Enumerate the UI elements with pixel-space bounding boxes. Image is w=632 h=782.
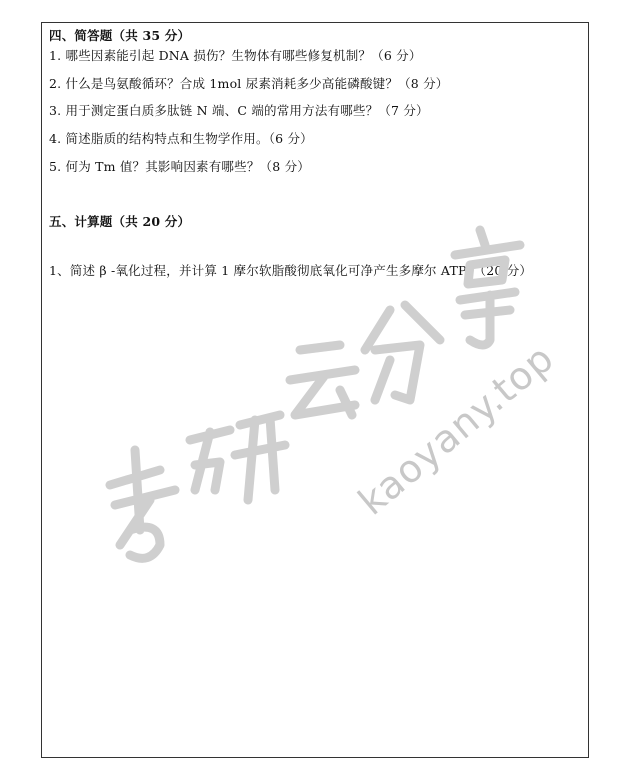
question-4-2: 2. 什么是鸟氨酸循环？合成 1mol 尿素消耗多少高能磷酸键？（8 分） (49, 76, 449, 91)
question-5-1: 1、简述 β -氧化过程，并计算 1 摩尔软脂酸彻底氧化可净产生多摩尔 ATP?（20 分） (49, 263, 533, 278)
section-heading-short-answer: 四、简答题（共 35 分） (49, 28, 191, 43)
question-4-5: 5. 何为 Tm 值？其影响因素有哪些？（8 分） (49, 159, 310, 174)
watermark-url: kaoyany.top (350, 335, 563, 524)
question-4-4: 4. 简述脂质的结构特点和生物学作用。（6 分） (49, 131, 313, 146)
question-4-1: 1. 哪些因素能引起 DNA 损伤？生物体有哪些修复机制？（6 分） (49, 48, 422, 63)
section-heading-calculation: 五、计算题（共 20 分） (49, 214, 191, 229)
question-4-3: 3. 用于测定蛋白质多肽链 N 端、C 端的常用方法有哪些？（7 分） (49, 103, 429, 118)
